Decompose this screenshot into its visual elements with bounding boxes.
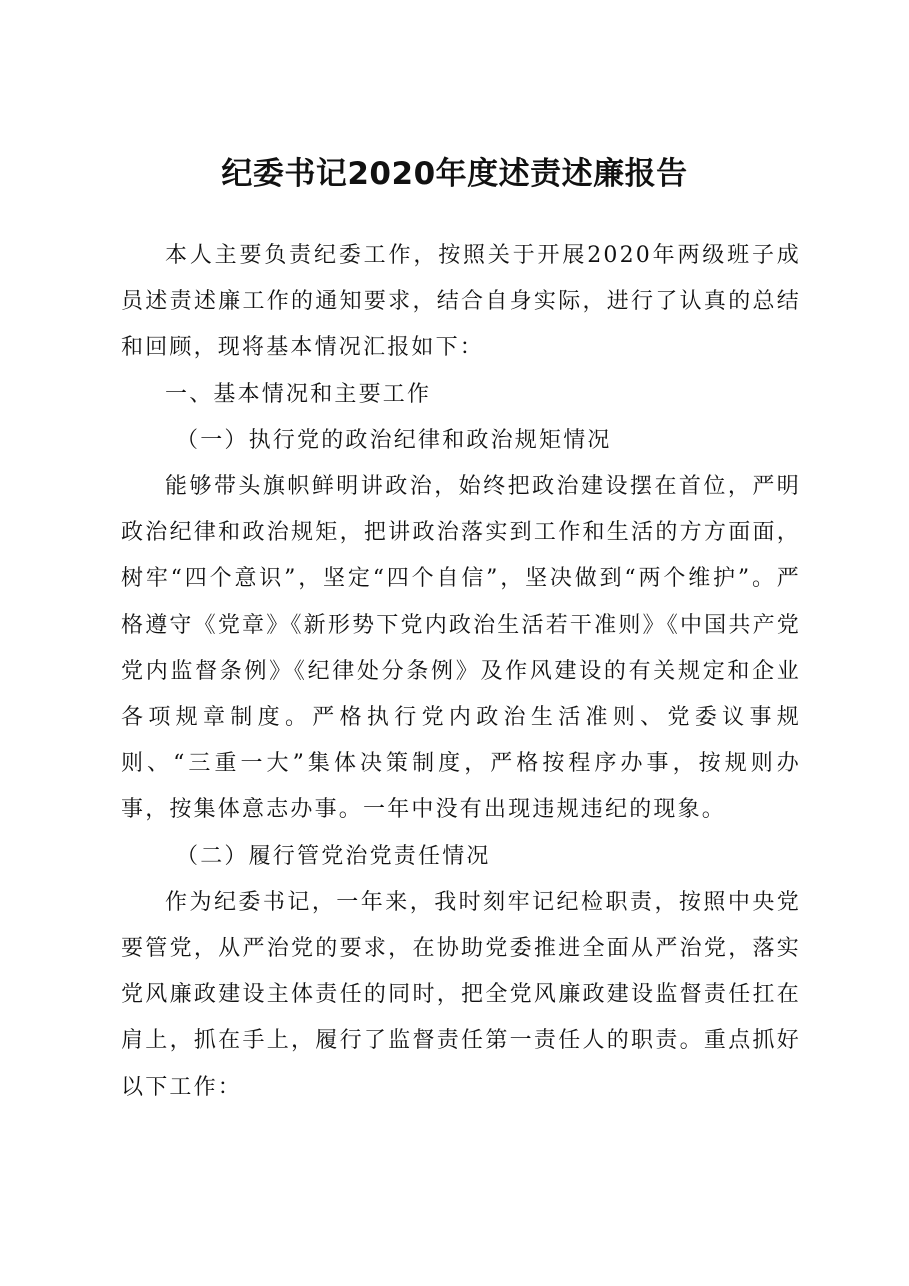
subsection-heading-1: （一）执行党的政治纪律和政治规矩情况 [176,427,612,453]
body-paragraph: 能够带头旗帜鲜明讲政治，始终把政治建设摆在首位，严明政治纪律和政治规矩，把讲政治落实到工作和生活的方方面面，树牢“四个意识”，坚定“四个自信”，坚决做到“两个维护”。严格遵守《党章》《新形势下党内政治生活若干准则》《中国共产党党内监督条例》《纪律处分条例》及作风建设的有关规定和企业各项规章制度。严格执行党内政治生活准则、党委议事规则、“三重一大”集体决策制度，严格按程序办事，按规则办事，按集体意志办事。一年中没有出现违规违纪的现象。 [121,474,801,823]
section-heading-1: 一、基本情况和主要工作 [165,381,432,407]
document-title: 纪委书记2020年度述责述廉报告 [221,156,688,192]
subsection-heading-2: （二）履行管党治党责任情况 [176,843,491,869]
document-body [121,233,801,1111]
body-paragraph: 作为纪委书记，一年来，我时刻牢记纪检职责，按照中央党要管党，从严治党的要求，在协助党委推进全面从严治党，落实党风廉政建设主体责任的同时，把全党风廉政建设监督责任扛在肩上，抓在手上，履行了监督责任第一责任人的职责。重点抓好以下工作： [121,889,801,1100]
intro-paragraph: 本人主要负责纪委工作，按照关于开展2020年两级班子成员述责述廉工作的通知要求，结合自身实际，进行了认真的总结和回顾，现将基本情况汇报如下： [121,243,801,361]
